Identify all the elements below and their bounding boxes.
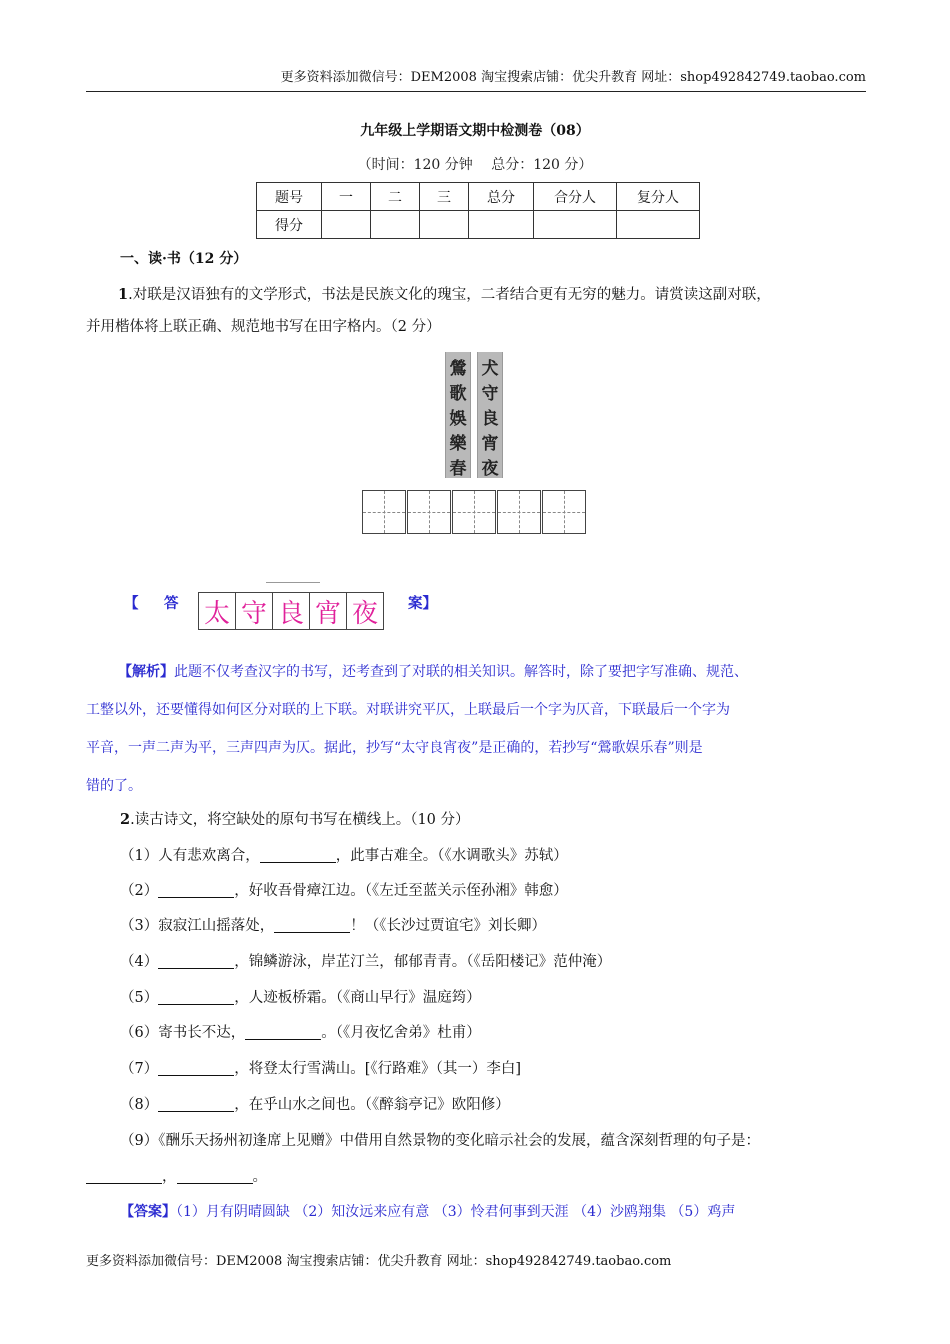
analysis-line: 工整以外，还要懂得如何区分对联的上下联。对联讲究平仄，上联最后一个字为仄音，下联最后一个字为: [86, 702, 730, 718]
question-2-text: .读古诗文，将空缺处的原句书写在横线上。（10 分）: [130, 812, 470, 828]
answer-char-cell: 良: [272, 592, 310, 630]
fill-blank[interactable]: [274, 916, 350, 933]
couplet-char: 宵: [481, 434, 499, 454]
fill-item-9-blanks: [86, 1165, 267, 1186]
couplet-char: 春: [449, 459, 467, 479]
question-1-text: .对联是汉语独有的文学形式，书法是民族文化的瑰宝，二者结合更有无穷的魅力。请赏读这副对联，: [128, 287, 771, 303]
exam-subtitle: （时间：120 分钟 总分：120 分）: [357, 157, 593, 173]
fill-item: [120, 844, 568, 865]
answer-label-close: 案】: [408, 595, 437, 612]
couplet-char: 良: [481, 409, 499, 429]
couplet-char: 守: [481, 384, 499, 404]
answer-2: [120, 1201, 735, 1221]
score-cell[interactable]: [420, 211, 469, 239]
question-2: [120, 808, 470, 829]
page-header: 更多资料添加微信号：DEM2008 淘宝搜索店铺：优尖升教育 网址：shop492842749.taobao.com: [86, 66, 866, 92]
couplet-char: 犬: [481, 359, 499, 379]
fill-item: [120, 1093, 510, 1114]
fill-item-pre: （8）: [120, 1097, 159, 1113]
fill-item-post: ，锦鳞游泳，岸芷汀兰，郁郁青青。（《岳阳楼记》范仲淹）: [234, 954, 612, 970]
fill-blank[interactable]: [158, 988, 234, 1005]
couplet-char: 夜: [481, 459, 499, 479]
score-header-cell: 二: [371, 183, 420, 211]
score-cell[interactable]: [371, 211, 420, 239]
answer-label-open: 【: [124, 595, 139, 612]
tianzige-cell[interactable]: [362, 490, 406, 534]
fill-item: [120, 1021, 481, 1042]
couplet-scroll-right: [477, 352, 503, 478]
analysis-1: [86, 653, 876, 805]
fill-item-pre: （6）寄书长不达，: [120, 1025, 246, 1041]
couplet-char: 鶯: [449, 359, 467, 379]
answer-char-cell: 宵: [309, 592, 347, 630]
score-row-label: 得分: [257, 211, 322, 239]
decor-line: [266, 582, 320, 583]
analysis-line: 此题不仅考查汉字的书写，还考查到了对联的相关知识。解答时，除了要把字写准确、规范、: [174, 664, 748, 680]
fill-item-9: （9）《酬乐天扬州初逢席上见赠》中借用自然景物的变化暗示社会的发展，蕴含深刻哲理的句子是：: [120, 1133, 760, 1149]
score-header-cell: 合分人: [534, 183, 617, 211]
score-header-cell: 题号: [257, 183, 322, 211]
score-header-cell: 一: [322, 183, 371, 211]
fill-item: [120, 986, 481, 1007]
answer-2-text: （1）月有阴晴圆缺 （2）知汝远来应有意 （3）怜君何事到天涯 （4）沙鸥翔集 （5）鸡声: [176, 1204, 736, 1220]
fill-item-pre: （7）: [120, 1061, 159, 1077]
score-header-cell: 三: [420, 183, 469, 211]
exam-title: 九年级上学期语文期中检测卷（08）: [360, 123, 590, 139]
score-cell[interactable]: [469, 211, 534, 239]
score-table: [256, 182, 700, 239]
fill-blank[interactable]: [177, 1167, 253, 1184]
fill-blank[interactable]: [260, 846, 336, 863]
score-header-cell: 复分人: [617, 183, 700, 211]
fill-item-pre: （3）寂寂江山摇落处，: [120, 918, 275, 934]
page-footer: 更多资料添加微信号：DEM2008 淘宝搜索店铺：优尖升教育 网址：shop492842749.taobao.com: [86, 1254, 672, 1269]
fill-blank[interactable]: [158, 1095, 234, 1112]
tianzige-cell[interactable]: [542, 490, 586, 534]
fill-blank[interactable]: [86, 1167, 162, 1184]
separator: ，: [162, 1169, 177, 1185]
analysis-line: 错的了。: [86, 778, 142, 794]
couplet-char: 娛: [449, 409, 467, 429]
couplet-scroll-left: [445, 352, 471, 478]
tianzige-cell[interactable]: [407, 490, 451, 534]
fill-item-pre: （2）: [120, 883, 159, 899]
score-table-header-row: [257, 183, 700, 211]
terminator: 。: [252, 1169, 267, 1185]
fill-item: [120, 950, 611, 971]
answer-char-cell: 太: [198, 592, 236, 630]
answer-char-cell: 夜: [346, 592, 384, 630]
answer-label-mid: 答: [164, 595, 179, 612]
tianzige-cell[interactable]: [497, 490, 541, 534]
fill-blank[interactable]: [245, 1023, 321, 1040]
fill-item-post: ，人迹板桥霜。（《商山早行》温庭筠）: [234, 990, 481, 1006]
fill-item: [120, 879, 568, 900]
fill-item: [120, 1057, 521, 1078]
question-number: 2: [120, 811, 131, 828]
section-1-title: 一、读·书（12 分）: [120, 251, 248, 267]
fill-item-pre: （4）: [120, 954, 159, 970]
fill-item-post: ，在乎山水之间也。（《醉翁亭记》欧阳修）: [234, 1097, 510, 1113]
question-1: [86, 279, 876, 343]
analysis-label: 【解析】: [118, 664, 174, 680]
fill-item-post: ，此事古难全。（《水调歌头》苏轼）: [335, 848, 568, 864]
fill-item-pre: （1）人有悲欢离合，: [120, 848, 260, 864]
fill-item-post: ，好收吾骨瘴江边。（《左迁至蓝关示侄孙湘》韩愈）: [234, 883, 568, 899]
fill-item: [120, 914, 546, 935]
score-cell[interactable]: [617, 211, 700, 239]
score-header-cell: 总分: [469, 183, 534, 211]
score-cell[interactable]: [534, 211, 617, 239]
analysis-line: 平音，一声二声为平，三声四声为仄。据此，抄写“太守良宵夜”是正确的，若抄写“鶯歌娱乐春”则是: [86, 740, 703, 756]
fill-item-post: ！（《长沙过贾谊宅》刘长卿）: [350, 918, 546, 934]
fill-blank[interactable]: [158, 1059, 234, 1076]
fill-item-post: ，将登太行雪满山。[《行路难》（其一）李白]: [234, 1061, 522, 1077]
score-table-row: [257, 211, 700, 239]
fill-blank[interactable]: [158, 881, 234, 898]
couplet-char: 樂: [449, 434, 467, 454]
couplet-char: 歌: [449, 384, 467, 404]
fill-item-post: 。（《月夜忆舍弟》杜甫）: [321, 1025, 481, 1041]
question-1-text-2: 并用楷体将上联正确、规范地书写在田字格内。（2 分）: [86, 319, 441, 335]
answer-char-cell: 守: [235, 592, 273, 630]
tianzige-cell[interactable]: [452, 490, 496, 534]
answer-label: 【答案】: [120, 1204, 176, 1220]
score-cell[interactable]: [322, 211, 371, 239]
question-number: 1: [118, 286, 129, 303]
fill-item-pre: （5）: [120, 990, 159, 1006]
fill-blank[interactable]: [158, 952, 234, 969]
